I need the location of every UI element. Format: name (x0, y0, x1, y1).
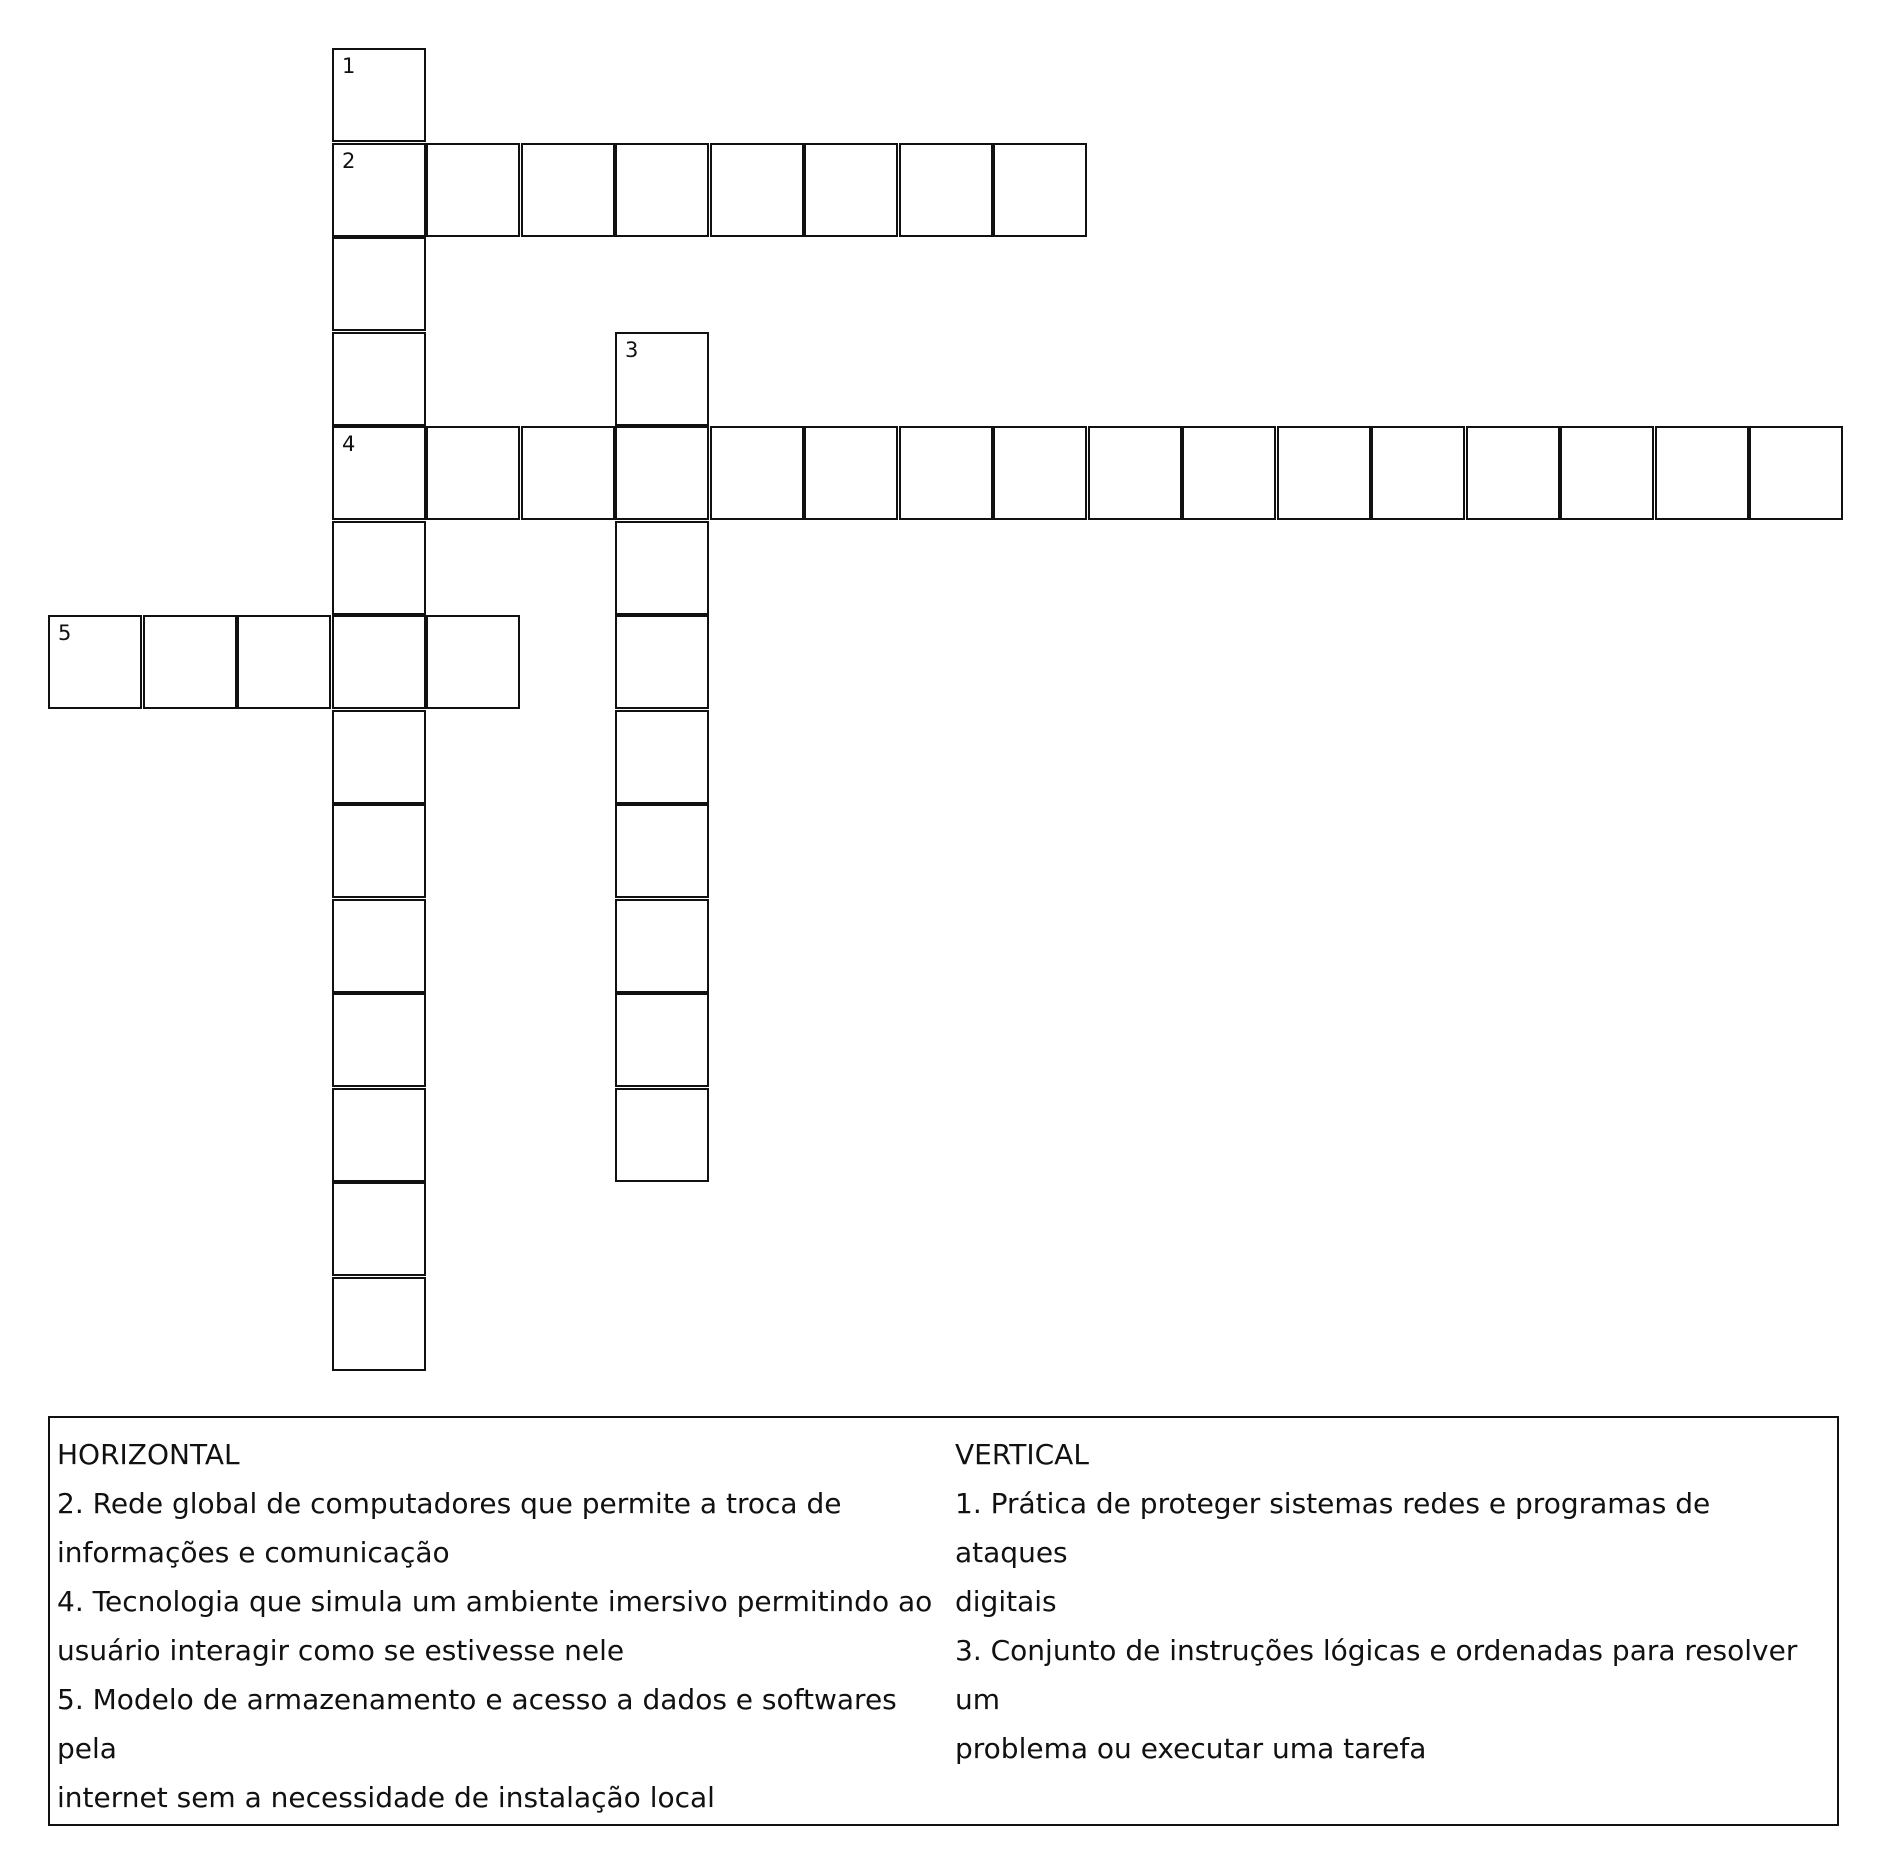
crossword-cell[interactable] (615, 1088, 709, 1182)
crossword-cell[interactable] (332, 1277, 426, 1371)
crossword-cell[interactable] (1560, 426, 1654, 520)
crossword-cell[interactable] (1466, 426, 1560, 520)
clues-box (48, 1416, 1839, 1826)
crossword-cell[interactable] (332, 710, 426, 804)
crossword-cell[interactable] (332, 804, 426, 898)
crossword-cell[interactable] (615, 899, 709, 993)
crossword-cell[interactable] (521, 143, 615, 237)
crossword-cell[interactable] (332, 521, 426, 615)
crossword-cell[interactable] (332, 993, 426, 1087)
vertical-heading: VERTICAL (955, 1438, 1089, 1471)
crossword-cell[interactable] (804, 426, 898, 520)
horizontal-clue-line: 5. Modelo de armazenamento e acesso a dados e softwares pela (57, 1683, 897, 1765)
crossword-cell[interactable] (1088, 426, 1182, 520)
horizontal-clue-line: 2. Rede global de computadores que permite a troca de (57, 1487, 842, 1520)
crossword-cell[interactable] (143, 615, 237, 709)
crossword-cell[interactable] (521, 426, 615, 520)
vertical-clue-line: problema ou executar uma tarefa (955, 1732, 1427, 1765)
crossword-cell[interactable] (332, 237, 426, 331)
horizontal-clue-line: informações e comunicação (57, 1536, 450, 1569)
crossword-cell[interactable] (332, 426, 426, 520)
cell-number: 1 (342, 54, 356, 78)
crossword-cell[interactable] (48, 615, 142, 709)
crossword-cell[interactable] (615, 993, 709, 1087)
cell-number: 5 (58, 621, 72, 645)
vertical-clues (955, 1430, 1825, 1773)
crossword-cell[interactable] (1182, 426, 1276, 520)
crossword-cell[interactable] (332, 332, 426, 426)
crossword-cell[interactable] (615, 710, 709, 804)
crossword-cell[interactable] (332, 615, 426, 709)
crossword-cell[interactable] (804, 143, 898, 237)
crossword-cell[interactable] (426, 615, 520, 709)
crossword-cell[interactable] (899, 426, 993, 520)
crossword-cell[interactable] (426, 143, 520, 237)
crossword-cell[interactable] (332, 143, 426, 237)
crossword-cell[interactable] (993, 426, 1087, 520)
crossword-cell[interactable] (615, 521, 709, 615)
cell-number: 3 (625, 338, 639, 362)
vertical-clue-line: 3. Conjunto de instruções lógicas e ordenadas para resolver um (955, 1634, 1798, 1716)
crossword-cell[interactable] (332, 1088, 426, 1182)
horizontal-clue-line: usuário interagir como se estivesse nele (57, 1634, 625, 1667)
crossword-cell[interactable] (710, 143, 804, 237)
crossword-cell[interactable] (1371, 426, 1465, 520)
cell-number: 2 (342, 149, 356, 173)
crossword-cell[interactable] (993, 143, 1087, 237)
crossword-cell[interactable] (332, 899, 426, 993)
crossword-cell[interactable] (1277, 426, 1371, 520)
crossword-cell[interactable] (1655, 426, 1749, 520)
crossword-cell[interactable] (426, 426, 520, 520)
crossword-cell[interactable] (332, 48, 426, 142)
vertical-clue-line: 1. Prática de proteger sistemas redes e programas de ataques (955, 1487, 1711, 1569)
crossword-cell[interactable] (1749, 426, 1843, 520)
cell-number: 4 (342, 432, 356, 456)
horizontal-clues (57, 1430, 962, 1822)
horizontal-clue-line: internet sem a necessidade de instalação local (57, 1781, 715, 1814)
crossword-cell[interactable] (332, 1182, 426, 1276)
crossword-cell[interactable] (899, 143, 993, 237)
crossword-cell[interactable] (237, 615, 331, 709)
crossword-cell[interactable] (710, 426, 804, 520)
crossword-cell[interactable] (615, 615, 709, 709)
crossword-cell[interactable] (615, 804, 709, 898)
crossword-cell[interactable] (615, 426, 709, 520)
crossword-cell[interactable] (615, 332, 709, 426)
vertical-clue-line: digitais (955, 1585, 1057, 1618)
crossword-cell[interactable] (615, 143, 709, 237)
horizontal-heading: HORIZONTAL (57, 1438, 240, 1471)
horizontal-clue-line: 4. Tecnologia que simula um ambiente imersivo permitindo ao (57, 1585, 933, 1618)
